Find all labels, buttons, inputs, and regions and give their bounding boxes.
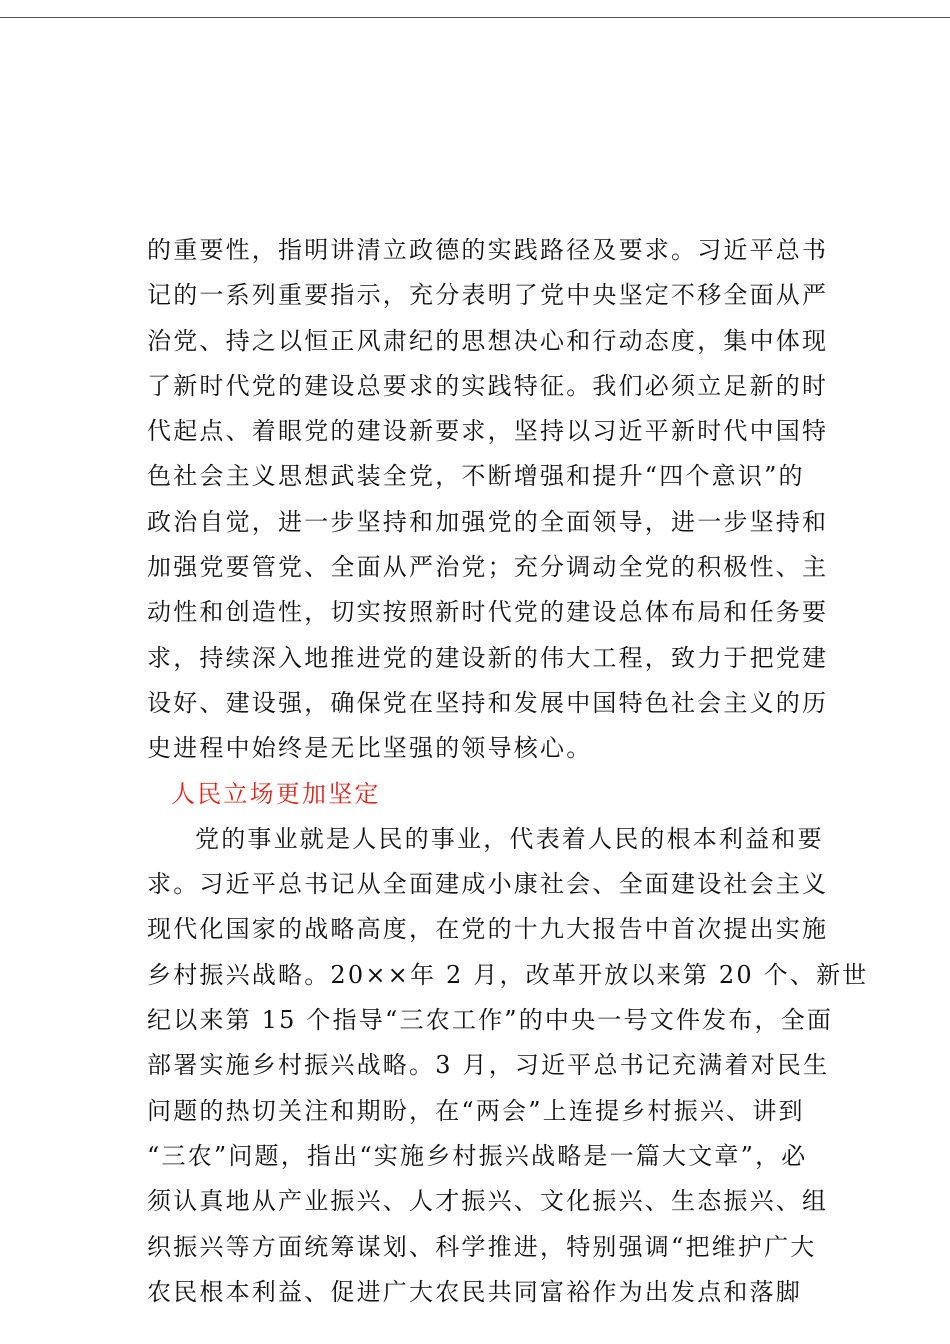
text-line: 求。习近平总书记从全面建成小康社会、全面建设社会主义	[147, 870, 829, 899]
text-line: 动性和创造性，切实按照新时代党的建设总体布局和任务要	[147, 598, 829, 627]
text-line: 史进程中始终是无比坚强的领导核心。	[147, 734, 593, 763]
text-line: 问题的热切关注和期盼，在“两会”上连提乡村振兴、讲到	[147, 1096, 805, 1125]
text-line: 部署实施乡村振兴战略。3 月，习近平总书记充满着对民生	[147, 1051, 830, 1080]
text-line: 党的事业就是人民的事业，代表着人民的根本利益和要	[195, 824, 824, 853]
text-line: 纪以来第 15 个指导“三农工作”的中央一号文件发布，全面	[147, 1006, 834, 1035]
text-line: 的重要性，指明讲清立政德的实践路径及要求。习近平总书	[147, 236, 829, 264]
text-line: “三农”问题，指出“实施乡村振兴战略是一篇大文章”，必	[147, 1141, 808, 1170]
document-body	[147, 228, 869, 1315]
text-line: 农民根本利益、促进广大农民共同富裕作为出发点和落脚	[147, 1277, 802, 1306]
text-line: 政治自觉，进一步坚持和加强党的全面领导，进一步坚持和	[147, 507, 829, 536]
text-line: 求，持续深入地推进党的建设新的伟大工程，致力于把党建	[147, 643, 829, 672]
header-rule	[0, 17, 950, 18]
text-line: 乡村振兴战略。20××年 2 月，改革开放以来第 20 个、新世	[147, 960, 869, 989]
text-line: 代起点、着眼党的建设新要求，坚持以习近平新时代中国特	[147, 417, 829, 446]
text-line: 织振兴等方面统筹谋划、科学推进，特别强调“把维护广大	[147, 1232, 817, 1261]
paragraph-1	[147, 228, 837, 772]
text-line: 记的一系列重要指示，充分表明了党中央坚定不移全面从严	[147, 281, 829, 310]
text-line: 须认真地从产业振兴、人才振兴、文化振兴、生态振兴、组	[147, 1187, 829, 1216]
paragraph-2	[147, 817, 869, 1315]
text-line: 现代化国家的战略高度，在党的十九大报告中首次提出实施	[147, 915, 829, 944]
text-line: 加强党要管党、全面从严治党；充分调动全党的积极性、主	[147, 553, 829, 582]
text-line: 色社会主义思想武装全党，不断增强和提升“四个意识”的	[147, 462, 805, 491]
text-line: 设好、建设强，确保党在坚持和发展中国特色社会主义的历	[147, 688, 829, 717]
text-line: 了新时代党的建设总要求的实践特征。我们必须立足新的时	[147, 371, 829, 400]
text-line: 治党、持之以恒正风肃纪的思想决心和行动态度，集中体现	[147, 326, 829, 355]
section-heading: 人民立场更加坚定	[171, 779, 381, 808]
